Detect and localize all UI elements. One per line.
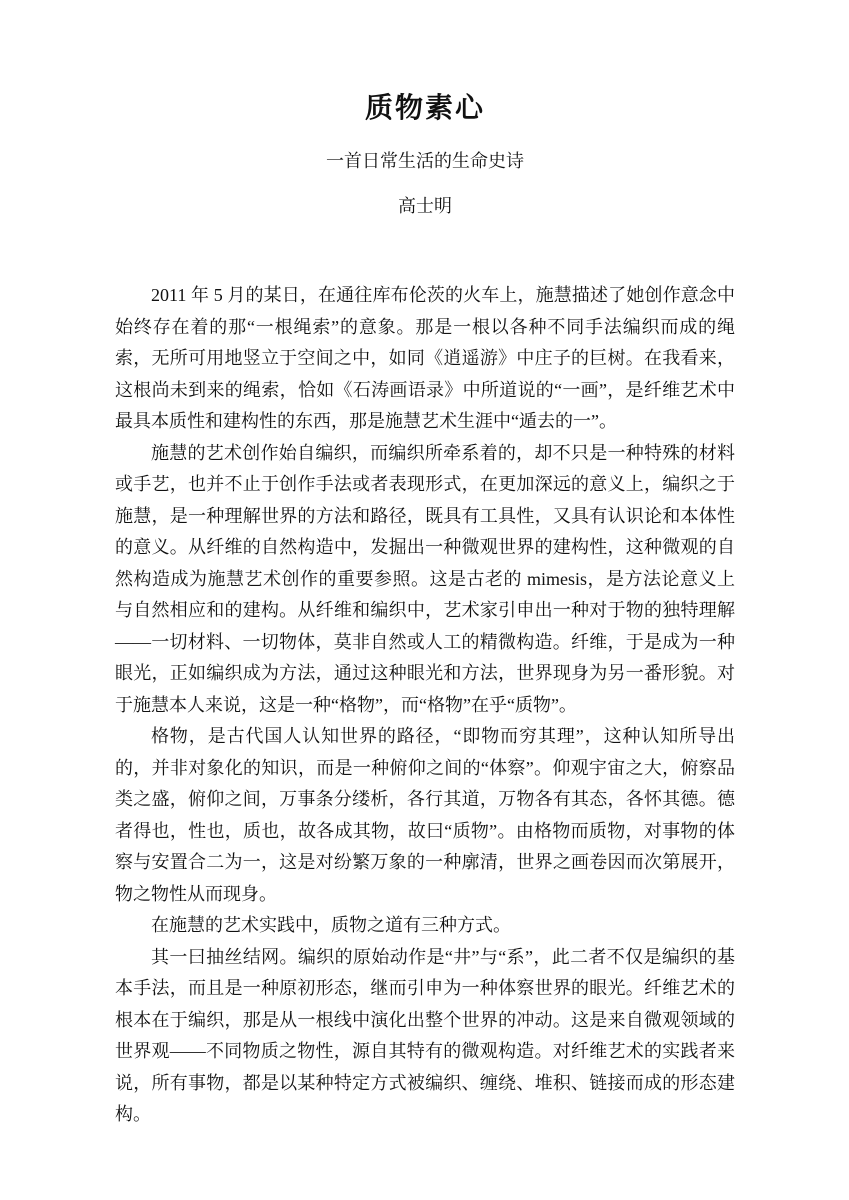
document-body <box>115 280 735 1131</box>
body-paragraph: 格物，是古代国人认知世界的路径，“即物而穷其理”，这种认知所导出的，并非对象化的知识，而是一种俯仰之间的“体察”。仰观宇宙之大，俯察品类之盛，俯仰之间，万事条分缕析，各行其道，万物各有其态，各怀其德。德者得也，性也，质也，故各成其物，故曰“质物”。由格物而质物，对事物的体察与安置合二为一，这是对纷繁万象的一种廓清，世界之画卷因而次第展开，物之物性从而现身。 <box>115 726 735 904</box>
body-paragraph: 在施慧的艺术实践中，质物之道有三种方式。 <box>151 915 511 936</box>
body-paragraph: 2011 年 5 月的某日，在通往库布伦茨的火车上，施慧描述了她创作意念中始终存在着的那“一根绳索”的意象。那是一根以各种不同手法编织而成的绳索，无所可用地竖立于空间之中，如同《逍遥游》中庄子的巨树。在我看来，这根尚未到来的绳索，恰如《石涛画语录》中所道说的“一画”，是纤维艺术中最具本质性和建构性的东西，那是施慧艺术生涯中“遁去的一”。 <box>115 285 735 432</box>
body-paragraph: 施慧的艺术创作始自编织，而编织所牵系着的，却不只是一种特殊的材料或手艺，也并不止于创作手法或者表现形式，在更加深远的意义上，编织之于施慧，是一种理解世界的方法和路径，既具有工具性，又具有认识论和本体性的意义。从纤维的自然构造中，发掘出一种微观世界的建构性，这种微观的自然构造成为施慧艺术创作的重要参照。这是古老的 mimesis，是方法论意义上与自然相应和的建构。从纤维和编织中，艺术家引申出一种对于物的独特理解——一切材料、一切物体，莫非自然或人工的精微构造。纤维，于是成为一种眼光，正如编织成为方法，通过这种眼光和方法，世界现身为另一番形貌。对于施慧本人来说，这是一种“格物”，而“格物”在乎“质物”。 <box>115 442 735 715</box>
subtitle: 一首日常生活的生命史诗 <box>326 150 524 171</box>
body-paragraph: 其一曰抽丝结网。编织的原始动作是“井”与“系”，此二者不仅是编织的基本手法，而且是一种原初形态，继而引申为一种体察世界的眼光。纤维艺术的根本在于编织，那是从一根线中演化出整个世界的冲动。这是来自微观领域的世界观——不同物质之物性，源自其特有的微观构造。对纤维艺术的实践者来说，所有事物，都是以某种特定方式被编织、缠绕、堆积、链接而成的形态建构。 <box>115 946 735 1125</box>
page-title: 质物素心 <box>364 93 485 124</box>
author-byline: 高士明 <box>398 195 452 216</box>
